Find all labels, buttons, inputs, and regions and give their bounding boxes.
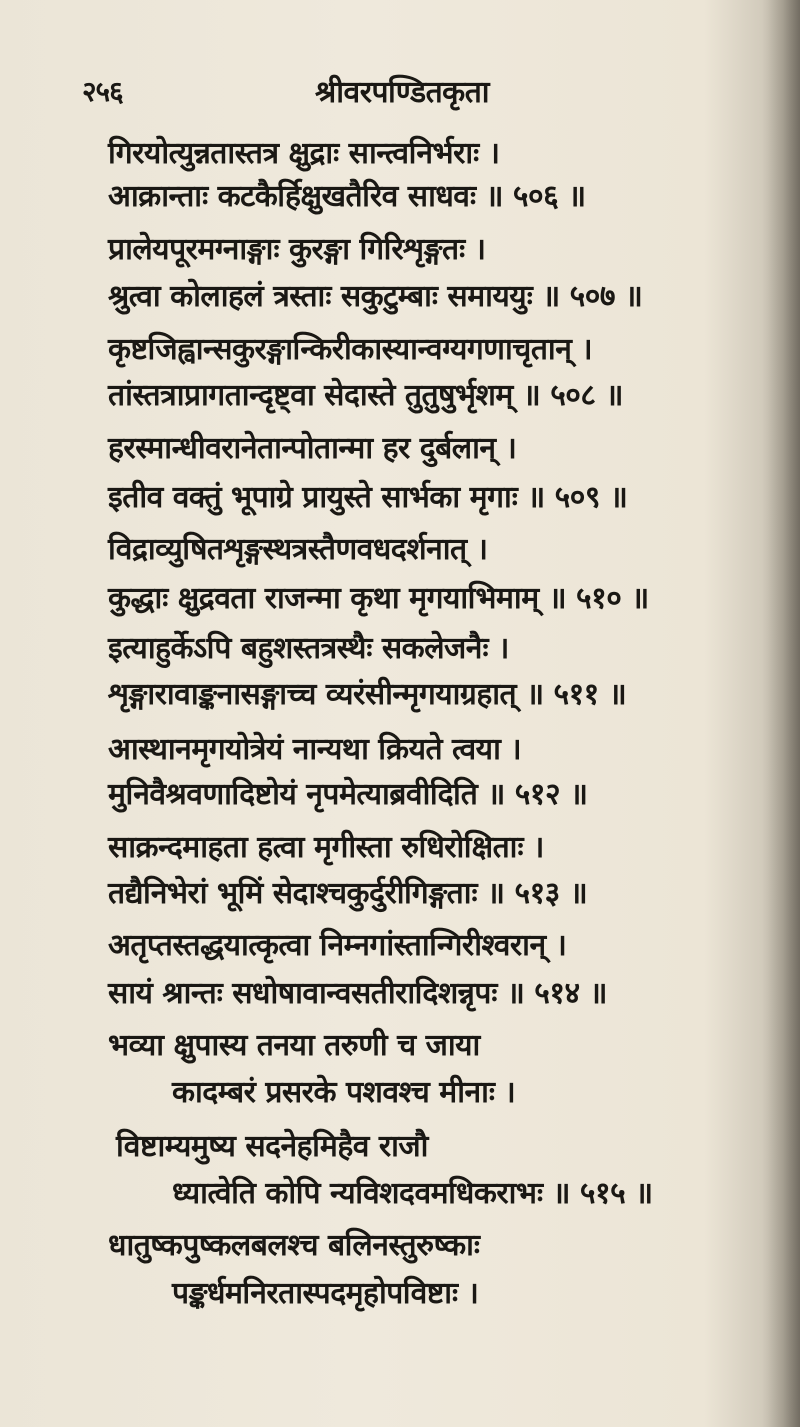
verse-line: पङ्कर्धमनिरतास्पदमृहोपविष्टाः । xyxy=(172,1276,479,1311)
verse-line: हरस्मान्धीवरानेतान्पोतान्मा हर दुर्बलान् । xyxy=(108,431,517,466)
running-title: श्रीवरपण्डितकृता xyxy=(315,75,490,110)
verse-line: सायं श्रान्तः सधोषावान्वसतीरादिशन्नृपः ॥ ५१४ ॥ xyxy=(108,976,608,1011)
verse-line: मुनिवैश्रवणादिष्टोयं नृपमेत्याब्रवीदिति ॥ ५१२ ॥ xyxy=(108,777,588,812)
verse-line: अतृप्तस्तद्धयात्कृत्वा निम्नगांस्तान्गिरीश्वरान् । xyxy=(108,928,567,963)
verse-line: इतीव वक्तुं भूपाग्रे प्रायुस्ते सार्भका मृगाः ॥ ५०९ ॥ xyxy=(108,480,628,515)
verse-line: प्रालेयपूरमग्नाङ्गाः कुरङ्गा गिरिशृङ्गतः । xyxy=(108,232,486,267)
verse-line: तांस्तत्राप्रागतान्दृष्ट्वा सेदास्ते तुतुषुर्भृशम् ॥ ५०८ ॥ xyxy=(108,378,623,413)
verse-line: तद्यैनिभेरां भूमिं सेदाश्चकुर्दुरीगिङ्गताः ॥ ५१३ ॥ xyxy=(108,876,588,911)
verse-line: विष्टाम्यमुष्य सदनेहमिहैव राजौ xyxy=(116,1129,428,1164)
page-header xyxy=(0,66,800,116)
page-edge-shadow xyxy=(762,0,800,1427)
verse-line: आक्रान्ताः कटकैर्हिक्षुखतैरिव साधवः ॥ ५०६ ॥ xyxy=(108,179,586,214)
verse-line: शृङ्गारावाङ्कनासङ्गाच्च व्यरंसीन्मृगयाग्रहात् ॥ ५११ ॥ xyxy=(108,677,627,712)
verse-line: कृष्टजिह्वान्सकुरङ्गान्किरीकास्यान्वग्यगणाचृतान् । xyxy=(108,332,593,367)
verse-line: इत्याहुर्केऽपि बहुशस्तत्रस्थैः सकलेजनैः । xyxy=(108,631,509,666)
verse-line: विद्राव्युषितशृङ्गस्थत्रस्तैणवधदर्शनात् । xyxy=(108,532,488,567)
verse-line: ध्यात्वेति कोपि न्यविशदवमधिकराभः ॥ ५१५ ॥ xyxy=(172,1176,653,1211)
verse-line: साक्रन्दमाहता हत्वा मृगीस्ता रुधिरोक्षिताः । xyxy=(108,830,544,865)
verse-line: श्रुत्वा कोलाहलं त्रस्ताः सकुटुम्बाः समाययुः ॥ ५०७ ॥ xyxy=(108,279,643,314)
verse-line: गिरयोत्युन्नतास्तत्र क्षुद्राः सान्त्वनिर्भराः । xyxy=(108,136,500,171)
page-number: २५६ xyxy=(82,75,123,108)
verse-line: कादम्बरं प्रसरके पशवश्च मीनाः । xyxy=(172,1075,516,1110)
verse-line: धातुष्कपुष्कलबलश्च बलिनस्तुरुष्काः xyxy=(108,1228,480,1263)
verse-line: कुद्धाः क्षुद्रवता राजन्मा कृथा मृगयाभिमाम् ॥ ५१० ॥ xyxy=(108,581,649,616)
verse-line: भव्या क्षुपास्य तनया तरुणी च जाया xyxy=(108,1028,480,1063)
verse-line: आस्थानमृगयोत्रेयं नान्यथा क्रियते त्वया । xyxy=(108,732,522,767)
